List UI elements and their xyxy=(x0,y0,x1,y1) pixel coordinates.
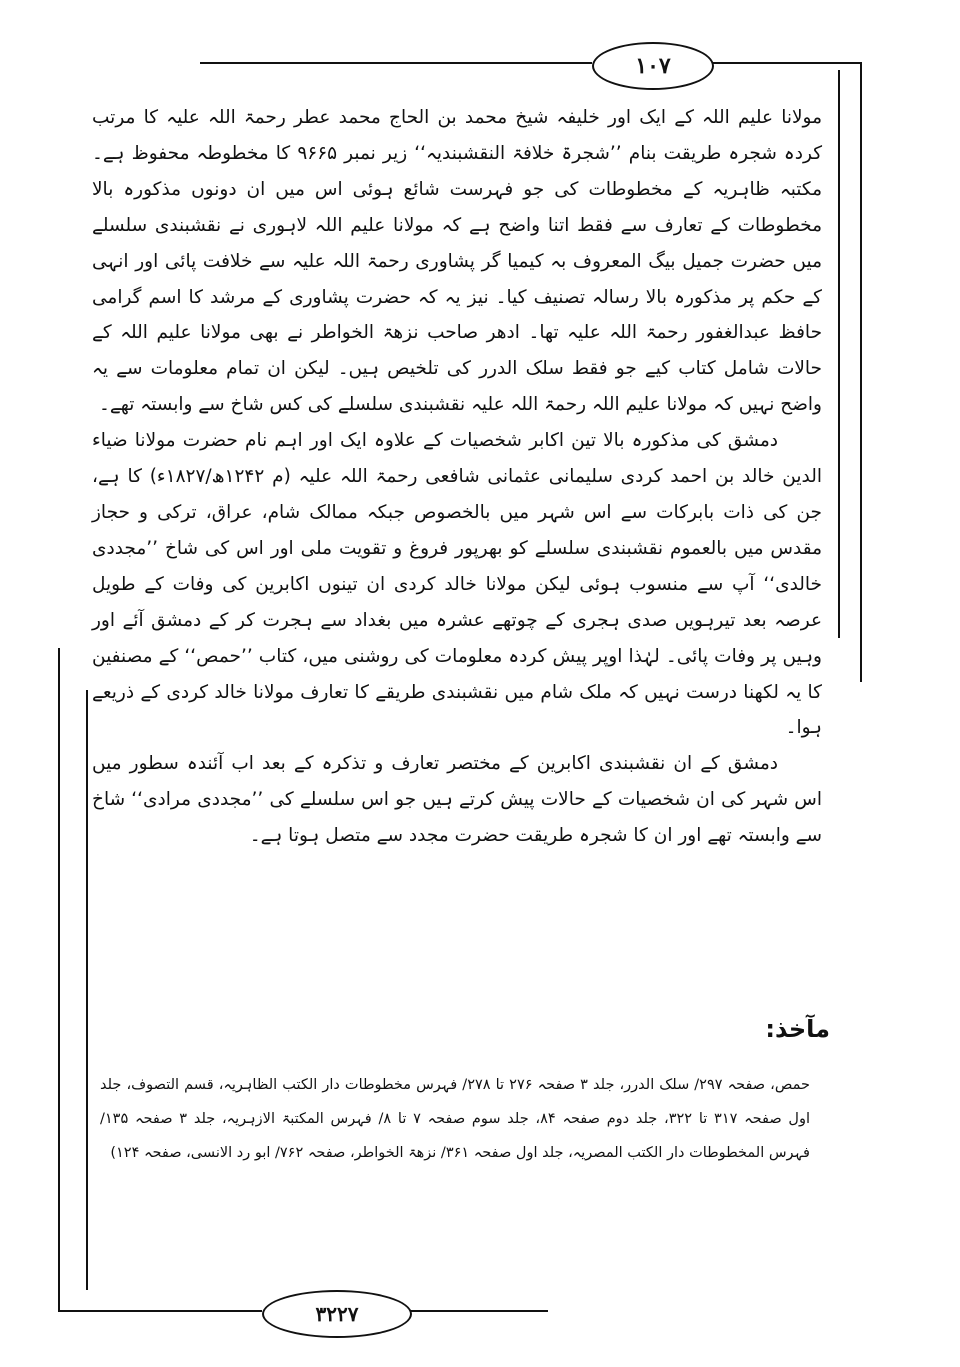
frame-right-vertical-inner-line xyxy=(838,70,840,638)
frame-bottom-left-line xyxy=(58,1310,262,1312)
paragraph-2: دمشق کی مذکورہ بالا تین اکابر شخصیات کے علاوہ ایک اور اہم نام حضرت مولانا ضیاء الدین خالد بن احمد کردی سلیمانی عثمانی شافعی رحمۃ اللہ علیہ (م ۱۲۴۲ھ/۱۸۲۷ء) کا ہے، جن کی ذات بابرکات سے اس شہر میں بالخصوص جبکہ ممالک شام، عراق، ترکی و حجاز مقدس میں بالعموم نقشبندی سلسلے کو بھرپور فروغ و تقویت ملی اور اس کی شاخ ’’مجددی خالدی‘‘ آپ سے منسوب ہوئی لیکن مولانا خالد کردی ان تینوں اکابرین کی وفات کے طویل عرصہ بعد تیرہویں صدی ہجری کے چوتھے عشرہ میں بغداد سے ہجرت کر کے دمشق آئے اور وہیں پر وفات پائی۔ لہٰذا اوپر پیش کردہ معلومات کی روشنی میں، کتاب ’’حمص‘‘ کے مصنفین کا یہ لکھنا درست نہیں کہ ملک شام میں نقشبندی طریقے کا تعارف مولانا خالد کردی کے ذریعے ہوا۔ xyxy=(92,430,822,739)
frame-top-left-line xyxy=(200,62,592,64)
frame-bottom-right-line xyxy=(408,1310,548,1312)
paragraph-3: دمشق کے ان نقشبندی اکابرین کے مختصر تعارف و تذکرہ کے بعد اب آئندہ سطور میں اس شہر کی ان شخصیات کے حالات پیش کرتے ہیں جو اس سلسلے کی ’’مجددی مرادی‘‘ شاخ سے وابستہ تھے اور ان کا شجرہ طریقت حضرت مجدد سے متصل ہوتا ہے۔ xyxy=(92,753,822,847)
page-number-bottom: ۳۲۲۷ xyxy=(262,1290,412,1338)
frame-left-vertical-line xyxy=(58,648,60,1310)
frame-left-vertical-inner-line xyxy=(86,690,88,1290)
page-number-top: ۱۰۷ xyxy=(592,42,714,90)
sources-text: حمص، صفحہ ۲۹۷/ سلک الدرر، جلد ۳ صفحہ ۲۷۶ تا ۲۷۸/ فہرس مخطوطات دار الکتب الظاہریہ، قسم التصوف، جلد اول صفحہ ۳۱۷ تا ۳۲۲، جلد دوم صفحہ ۸۴، جلد سوم صفحہ ۷ تا ۸/ فہرس المکتبۃ الازہریہ، جلد ۳ صفحہ ۱۳۵/ فہرس المخطوطات دار الکتب المصریہ، جلد اول صفحہ ۳۶۱/ نزھۃ الخواطر، صفحہ ۷۶۲/ ابو رد الانسی، صفحہ ۱۲۴) xyxy=(100,1077,810,1161)
frame-right-vertical-line xyxy=(860,62,862,682)
frame-top-right-line xyxy=(710,62,862,64)
paragraph-1: مولانا علیم اللہ کے ایک اور خلیفہ شیخ محمد بن الحاج محمد عطر رحمۃ اللہ علیہ کا مرتب کردہ شجرہ طریقت بنام ’’شجرۃ خلافۃ النقشبندیہ‘‘ زیر نمبر ۹۶۶۵ کا مخطوطہ محفوظ ہے۔ مکتبہ ظاہریہ کے مخطوطات کی جو فہرست شائع ہوئی اس میں ان دونوں مذکورہ بالا مخطوطات کے تعارف سے فقط اتنا واضح ہے کہ مولانا علیم اللہ لاہوری نے نقشبندی سلسلے میں حضرت جمیل بیگ المعروف بہ کیمیا گر پشاوری رحمۃ اللہ علیہ سے خلافت پائی اور انہی کے حکم پر مذکورہ بالا رسالہ تصنیف کیا۔ نیز یہ کہ حضرت پشاوری کے مرشد کا اسم گرامی حافظ عبدالغفور رحمۃ اللہ علیہ تھا۔ ادھر صاحب نزھۃ الخواطر نے بھی مولانا علیم اللہ کے حالات شامل کتاب کیے جو فقط سلک الدرر کی تلخیص ہیں۔ لیکن ان تمام معلومات سے یہ واضح نہیں کہ مولانا علیم اللہ رحمۃ اللہ علیہ نقشبندی سلسلے کی کس شاخ سے وابستہ تھے۔ xyxy=(92,107,823,416)
sources-heading: مآخذ: xyxy=(765,1015,830,1043)
main-text xyxy=(92,100,822,854)
